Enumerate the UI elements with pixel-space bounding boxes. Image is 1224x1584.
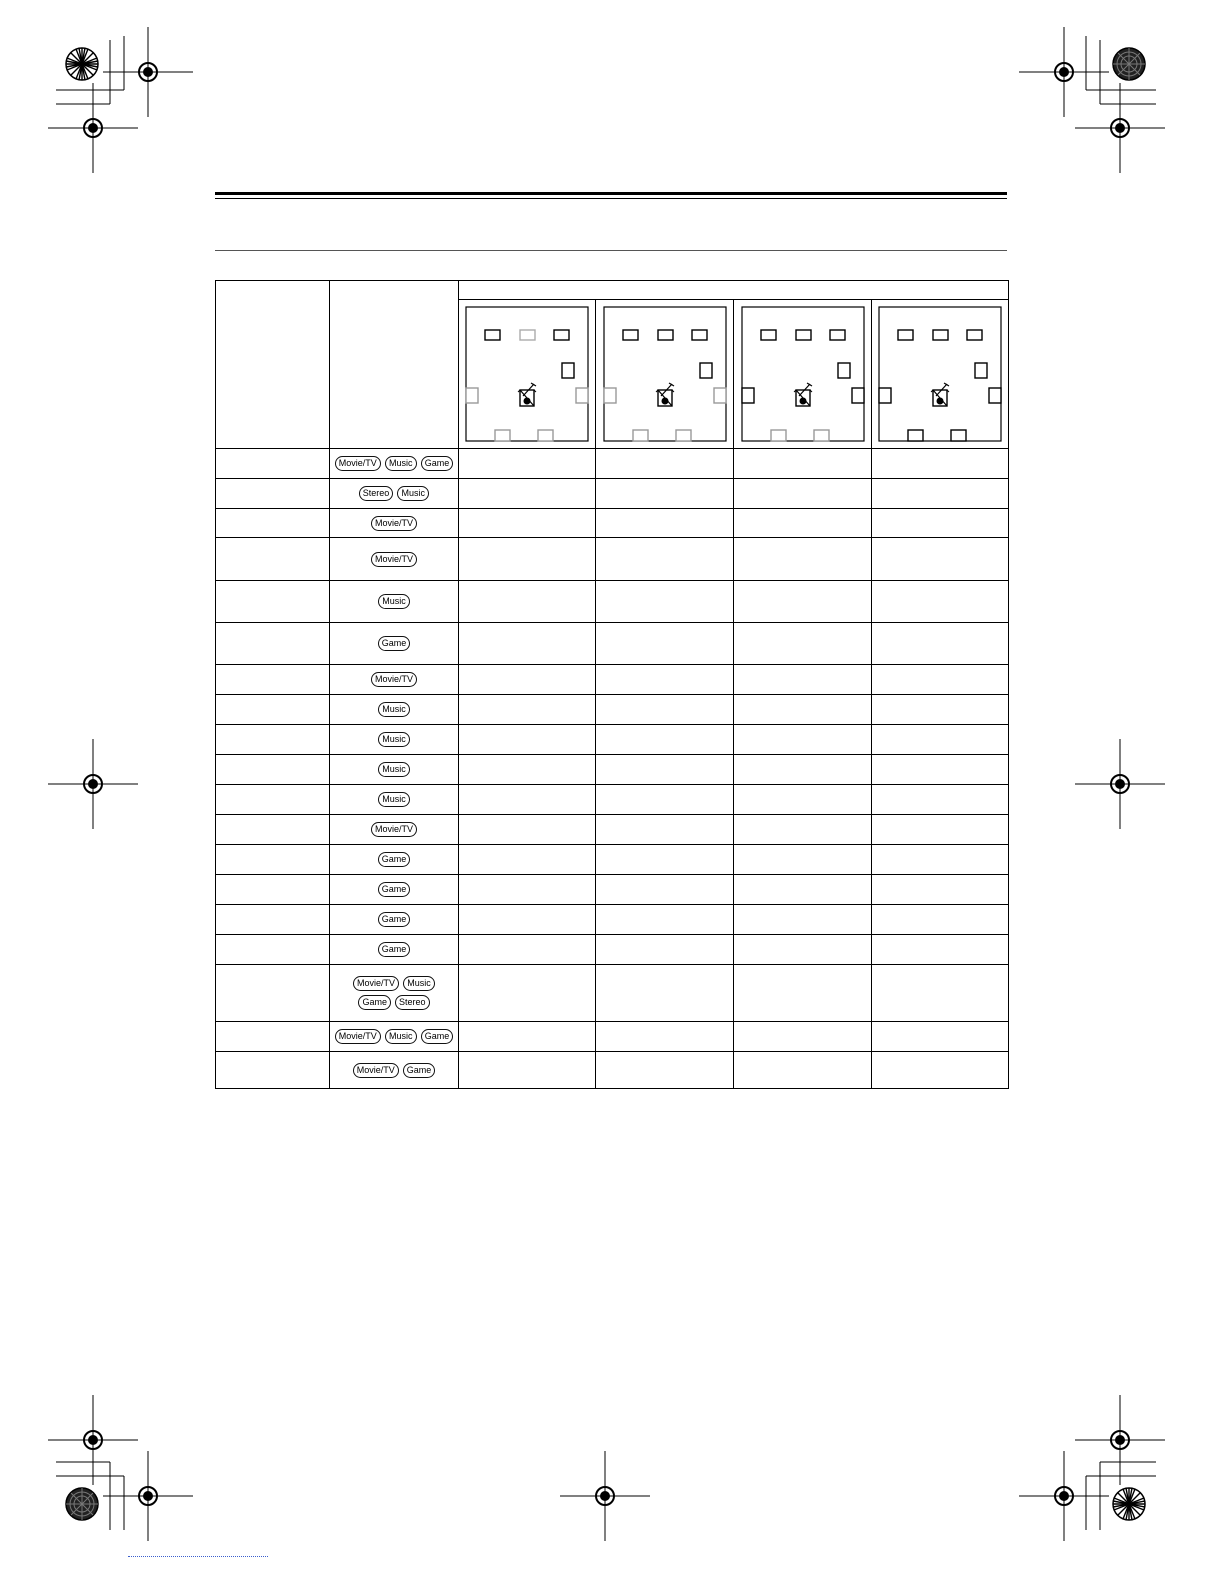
- remote-buttons-cell: [330, 725, 459, 755]
- mode-name-cell: [216, 623, 330, 665]
- remote-button-icon: Music: [385, 456, 417, 471]
- speaker-box-icon: [623, 330, 638, 340]
- layout-2-cell: [596, 449, 734, 479]
- layout-3-cell: [734, 479, 872, 509]
- layout-1-cell: [459, 935, 596, 965]
- layout-3-cell: [734, 695, 872, 725]
- remote-button-icon: Game: [378, 852, 411, 867]
- layout-3-cell: [734, 905, 872, 935]
- speaker-box-icon: [538, 430, 553, 441]
- remote-buttons-cell: [330, 1052, 459, 1089]
- table-row: [216, 1022, 1009, 1052]
- speaker-box-icon: [562, 363, 574, 378]
- speaker-box-icon: [633, 430, 648, 441]
- mode-name-cell: [216, 695, 330, 725]
- layout-2-cell: [596, 875, 734, 905]
- speaker-box-icon: [975, 363, 987, 378]
- remote-button-icon: Game: [378, 882, 411, 897]
- table-row: [216, 479, 1009, 509]
- layout-4-cell: [872, 509, 1009, 538]
- layout-4-cell: [872, 695, 1009, 725]
- remote-button-icon: Game: [403, 1063, 436, 1078]
- layout-4-cell: [872, 935, 1009, 965]
- table-row: [216, 1052, 1009, 1089]
- table-row: [216, 815, 1009, 845]
- crosshair-target-icon: [1019, 1451, 1109, 1541]
- remote-button-icon: Game: [378, 912, 411, 927]
- layout-2-cell: [596, 1052, 734, 1089]
- crosshair-target-icon: [103, 27, 193, 117]
- layout-3-cell: [734, 509, 872, 538]
- layout-4-cell: [872, 479, 1009, 509]
- layout-3-cell: [734, 815, 872, 845]
- remote-buttons-cell: [330, 695, 459, 725]
- layout-2-cell: [596, 623, 734, 665]
- layout-1-cell: [459, 965, 596, 1022]
- mode-name-cell: [216, 581, 330, 623]
- table-row: [216, 935, 1009, 965]
- layout-4-cell: [872, 845, 1009, 875]
- remote-buttons-cell: [330, 1022, 459, 1052]
- table-row: [216, 509, 1009, 538]
- speaker-box-icon: [838, 363, 850, 378]
- layout-2-cell: [596, 965, 734, 1022]
- mode-name-cell: [216, 845, 330, 875]
- speaker-box-icon: [692, 330, 707, 340]
- speaker-box-icon: [933, 330, 948, 340]
- speaker-box-icon: [658, 330, 673, 340]
- remote-button-icon: Music: [403, 976, 435, 991]
- layout-1-cell: [459, 581, 596, 623]
- table-row: [216, 845, 1009, 875]
- layout-2-cell: [596, 665, 734, 695]
- remote-buttons-cell: [330, 538, 459, 581]
- remote-button-icon: Game: [421, 1029, 454, 1044]
- remote-buttons-cell: [330, 479, 459, 509]
- remote-buttons-cell: [330, 905, 459, 935]
- table-row: [216, 755, 1009, 785]
- layout-4-cell: [872, 538, 1009, 581]
- layout-3-cell: [734, 581, 872, 623]
- layout-1-cell: [459, 449, 596, 479]
- mode-name-cell: [216, 785, 330, 815]
- speaker-box-icon: [700, 363, 712, 378]
- layout-3-cell: [734, 538, 872, 581]
- mode-name-cell: [216, 538, 330, 581]
- crosshair-target-icon: [48, 83, 138, 173]
- crosshair-target-icon: [1075, 1395, 1165, 1485]
- layout-2-cell: [596, 581, 734, 623]
- remote-button-icon: Music: [378, 732, 410, 747]
- speaker-box-icon: [604, 388, 616, 403]
- remote-buttons-cell: [330, 935, 459, 965]
- remote-button-icon: Movie/TV: [371, 552, 417, 567]
- layout-1-cell: [459, 665, 596, 695]
- table-row: [216, 665, 1009, 695]
- mode-name-cell: [216, 905, 330, 935]
- mode-name-cell: [216, 875, 330, 905]
- header-speaker-layout: [459, 281, 1009, 300]
- remote-button-icon: Stereo: [359, 486, 394, 501]
- footer-link-underline: [128, 1556, 268, 1558]
- speaker-box-icon: [771, 430, 786, 441]
- table-row: [216, 905, 1009, 935]
- remote-button-icon: Movie/TV: [353, 976, 399, 991]
- remote-button-icon: Movie/TV: [371, 672, 417, 687]
- speaker-layout-3: [734, 300, 872, 449]
- remote-button-icon: Movie/TV: [335, 456, 381, 471]
- crosshair-target-icon: [1075, 83, 1165, 173]
- crosshair-target-icon: [1019, 27, 1109, 117]
- layout-3-cell: [734, 965, 872, 1022]
- layout-4-cell: [872, 725, 1009, 755]
- header-rule-thin: [215, 198, 1007, 199]
- layout-3-cell: [734, 875, 872, 905]
- layout-3-cell: [734, 449, 872, 479]
- speaker-box-icon: [852, 388, 864, 403]
- mode-name-cell: [216, 755, 330, 785]
- remote-button-icon: Movie/TV: [371, 516, 417, 531]
- layout-1-cell: [459, 695, 596, 725]
- layout-1-cell: [459, 785, 596, 815]
- table-row: [216, 623, 1009, 665]
- sunburst-registration-icon: [66, 48, 98, 80]
- layout-4-cell: [872, 449, 1009, 479]
- layout-2-cell: [596, 1022, 734, 1052]
- remote-button-icon: Music: [378, 762, 410, 777]
- crosshair-target-icon: [103, 1451, 193, 1541]
- layout-4-cell: [872, 581, 1009, 623]
- section-rule: [215, 250, 1007, 251]
- layout-3-cell: [734, 1052, 872, 1089]
- speaker-layout-1: [459, 300, 596, 449]
- speaker-box-icon: [495, 430, 510, 441]
- table-row: [216, 449, 1009, 479]
- layout-4-cell: [872, 755, 1009, 785]
- table-row: [216, 725, 1009, 755]
- layout-4-cell: [872, 665, 1009, 695]
- remote-button-icon: Stereo: [395, 995, 430, 1010]
- speaker-box-icon: [814, 430, 829, 441]
- remote-button-icon: Music: [378, 702, 410, 717]
- layout-3-cell: [734, 623, 872, 665]
- layout-1-cell: [459, 1052, 596, 1089]
- layout-2-cell: [596, 725, 734, 755]
- mode-name-cell: [216, 965, 330, 1022]
- speaker-box-icon: [967, 330, 982, 340]
- layout-2-cell: [596, 815, 734, 845]
- mode-name-cell: [216, 725, 330, 755]
- layout-2-cell: [596, 935, 734, 965]
- table-row: [216, 538, 1009, 581]
- layout-1-cell: [459, 479, 596, 509]
- layout-2-cell: [596, 538, 734, 581]
- remote-button-icon: Music: [397, 486, 429, 501]
- table-row: [216, 965, 1009, 1022]
- sunburst-registration-icon: [66, 1488, 98, 1520]
- speaker-box-icon: [676, 430, 691, 441]
- remote-buttons-cell: [330, 875, 459, 905]
- speaker-box-icon: [714, 388, 726, 403]
- mode-name-cell: [216, 479, 330, 509]
- layout-1-cell: [459, 905, 596, 935]
- speaker-box-icon: [554, 330, 569, 340]
- layout-1-cell: [459, 875, 596, 905]
- speaker-box-icon: [879, 388, 891, 403]
- speaker-layout-4: [872, 300, 1009, 449]
- header-rule-thick: [215, 192, 1007, 195]
- crosshair-target-icon: [48, 739, 138, 829]
- header-listening-mode: [216, 281, 330, 449]
- layout-4-cell: [872, 815, 1009, 845]
- layout-3-cell: [734, 935, 872, 965]
- remote-buttons-cell: [330, 509, 459, 538]
- layout-2-cell: [596, 845, 734, 875]
- layout-1-cell: [459, 725, 596, 755]
- layout-4-cell: [872, 623, 1009, 665]
- layout-3-cell: [734, 665, 872, 695]
- table-row: [216, 875, 1009, 905]
- remote-buttons-cell: [330, 845, 459, 875]
- remote-buttons-cell: [330, 755, 459, 785]
- layout-2-cell: [596, 509, 734, 538]
- sunburst-registration-icon: [1113, 1488, 1145, 1520]
- speaker-layout-2: [596, 300, 734, 449]
- remote-buttons-cell: [330, 665, 459, 695]
- remote-button-icon: Movie/TV: [371, 822, 417, 837]
- layout-4-cell: [872, 905, 1009, 935]
- speaker-box-icon: [466, 388, 478, 403]
- layout-4-cell: [872, 875, 1009, 905]
- speaker-box-icon: [898, 330, 913, 340]
- layout-1-cell: [459, 1022, 596, 1052]
- crosshair-target-icon: [48, 1395, 138, 1485]
- sunburst-registration-icon: [1113, 48, 1145, 80]
- mode-name-cell: [216, 509, 330, 538]
- remote-buttons-cell: [330, 815, 459, 845]
- speaker-box-icon: [951, 430, 966, 441]
- table-row: [216, 785, 1009, 815]
- speaker-box-icon: [742, 388, 754, 403]
- layout-2-cell: [596, 785, 734, 815]
- speaker-box-icon: [485, 330, 500, 340]
- mode-name-cell: [216, 815, 330, 845]
- layout-4-cell: [872, 965, 1009, 1022]
- remote-buttons-cell: [330, 581, 459, 623]
- remote-button-icon: Movie/TV: [353, 1063, 399, 1078]
- layout-3-cell: [734, 755, 872, 785]
- layout-2-cell: [596, 479, 734, 509]
- remote-button-icon: Music: [385, 1029, 417, 1044]
- remote-button-icon: Music: [378, 792, 410, 807]
- remote-buttons-cell: [330, 965, 459, 1022]
- layout-4-cell: [872, 785, 1009, 815]
- layout-1-cell: [459, 755, 596, 785]
- layout-3-cell: [734, 1022, 872, 1052]
- table-row: [216, 581, 1009, 623]
- remote-button-icon: Game: [378, 636, 411, 651]
- remote-buttons-cell: [330, 449, 459, 479]
- layout-2-cell: [596, 755, 734, 785]
- mode-name-cell: [216, 1052, 330, 1089]
- listening-mode-table: [215, 280, 1009, 1089]
- mode-name-cell: [216, 665, 330, 695]
- remote-button-icon: Game: [421, 456, 454, 471]
- layout-4-cell: [872, 1052, 1009, 1089]
- speaker-box-icon: [830, 330, 845, 340]
- layout-3-cell: [734, 785, 872, 815]
- speaker-box-icon: [761, 330, 776, 340]
- layout-3-cell: [734, 725, 872, 755]
- speaker-box-icon: [796, 330, 811, 340]
- speaker-box-icon: [908, 430, 923, 441]
- speaker-box-icon: [520, 330, 535, 340]
- speaker-box-icon: [576, 388, 588, 403]
- table-row: [216, 695, 1009, 725]
- layout-1-cell: [459, 845, 596, 875]
- remote-button-icon: Music: [378, 594, 410, 609]
- layout-3-cell: [734, 845, 872, 875]
- layout-1-cell: [459, 815, 596, 845]
- remote-button-icon: Game: [358, 995, 391, 1010]
- layout-2-cell: [596, 695, 734, 725]
- layout-1-cell: [459, 623, 596, 665]
- layout-1-cell: [459, 538, 596, 581]
- layout-4-cell: [872, 1022, 1009, 1052]
- mode-name-cell: [216, 1022, 330, 1052]
- header-remote-buttons: [330, 281, 459, 449]
- remote-button-icon: Movie/TV: [335, 1029, 381, 1044]
- remote-buttons-cell: [330, 785, 459, 815]
- crosshair-target-icon: [560, 1451, 650, 1541]
- mode-name-cell: [216, 449, 330, 479]
- speaker-box-icon: [989, 388, 1001, 403]
- layout-1-cell: [459, 509, 596, 538]
- layout-2-cell: [596, 905, 734, 935]
- remote-button-icon: Game: [378, 942, 411, 957]
- crosshair-target-icon: [1075, 739, 1165, 829]
- mode-name-cell: [216, 935, 330, 965]
- remote-buttons-cell: [330, 623, 459, 665]
